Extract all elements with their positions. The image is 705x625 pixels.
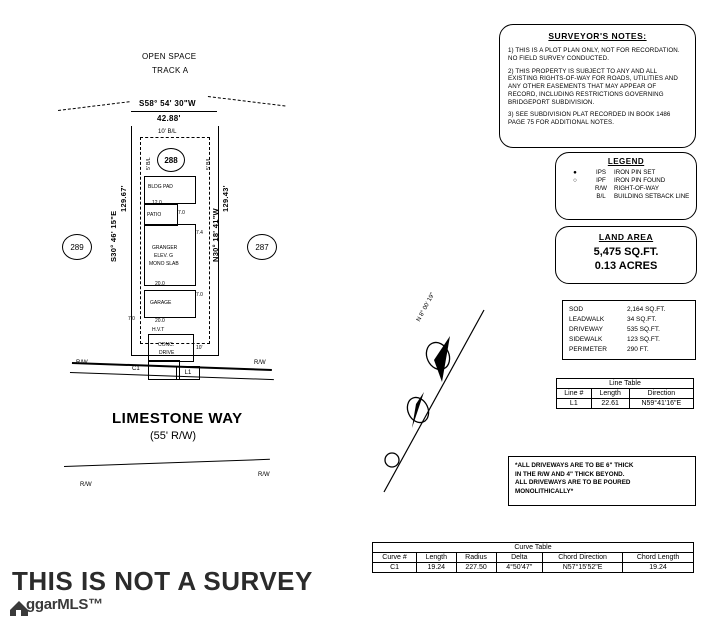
legend-row xyxy=(562,185,690,192)
surveyors-note-1: 1) THIS IS A PLOT PLAN ONLY, NOT FOR RECORDATION. NO FIELD SURVEY CONDUCTED. xyxy=(508,47,680,62)
row-label-left: R/W xyxy=(76,360,88,366)
not-a-survey-disclaimer: THIS IS NOT A SURVEY xyxy=(12,566,313,596)
legend-desc: IRON PIN FOUND xyxy=(614,177,666,184)
quantity-value: 2,164 SQ.FT. xyxy=(627,306,666,313)
legend-desc: BUILDING SETBACK LINE xyxy=(614,193,690,200)
table-row xyxy=(557,399,694,409)
boundary-dash-right xyxy=(208,96,286,106)
legend-abbr: R/W xyxy=(594,185,608,192)
land-area-title: LAND AREA xyxy=(598,232,654,242)
open-space-label-line1: OPEN SPACE xyxy=(142,52,197,61)
table-row xyxy=(373,563,694,573)
house-slab-label: MONO SLAB xyxy=(149,261,179,267)
curve-table-cell: 19.24 xyxy=(623,563,694,573)
front-setback-label: 10' B/L xyxy=(158,129,177,135)
left-setback-label: 5' B/L xyxy=(146,157,152,170)
left-distance-label: 129.67' xyxy=(119,185,128,212)
legend-desc: IRON PIN SET xyxy=(614,169,656,176)
quantity-label: PERIMETER xyxy=(569,346,607,354)
garage-side-dim: 7.0 xyxy=(196,292,203,298)
garage-width-dim: 20.0 xyxy=(155,318,165,324)
patio-depth-dim: 7.0 xyxy=(178,210,185,216)
lot-number-badge: 288 xyxy=(157,148,185,172)
right-setback-label: 5' B/L xyxy=(206,157,212,170)
curve-table-header: Curve # xyxy=(373,553,417,563)
driveway-note-line: IN THE R/W AND 4" THICK BEYOND. xyxy=(515,470,625,478)
line-table xyxy=(556,378,694,409)
boundary-dash-left xyxy=(58,101,130,111)
legend-title: LEGEND xyxy=(607,157,645,166)
street-name: LIMESTONE WAY xyxy=(112,410,243,427)
quantity-value: 34 SQ.FT. xyxy=(627,316,657,324)
quantity-value: 535 SQ.FT. xyxy=(627,326,660,334)
legend-row xyxy=(562,177,690,184)
building-pad-label: BLDG PAD xyxy=(148,184,173,190)
quantity-label: SOD xyxy=(569,306,584,313)
surveyors-note-2: 2) THIS PROPERTY IS SUBJECT TO ANY AND ALL EXISTING RIGHTS-OF-WAY FOR ROADS, UTILITIES AND ANY OTHER EASEMENTS THAT MAY APPEAR OF RECORD, INCLUDING RESTRICTIONS GOVERNING BRIDGEPORT SUBDIVISION. xyxy=(508,67,678,106)
neighbor-lot-287: 287 xyxy=(247,234,277,260)
curve-table-title: Curve Table xyxy=(373,543,694,553)
patio-label: PATIO xyxy=(147,212,162,218)
house-elevation-label: ELEV. G xyxy=(154,253,173,259)
legend-abbr: B/L xyxy=(596,193,606,200)
curve-table-cell: 4°50'47" xyxy=(496,563,542,573)
line-tag-l1: L1 xyxy=(176,366,200,380)
left-offset-dim: 7.0 xyxy=(128,316,135,322)
surveyors-note-3: 3) SEE SUBDIVISION PLAT RECORDED IN BOOK 1486 PAGE 75 FOR ADDITIONAL NOTES. xyxy=(508,111,671,126)
row-label-lower-right: R/W xyxy=(258,472,270,478)
legend-abbr: IPS xyxy=(596,169,606,176)
street-row-width: (55' R/W) xyxy=(150,430,197,442)
quantity-value: 290 FT. xyxy=(627,346,649,354)
legend-row xyxy=(562,193,690,200)
curve-table-header: Delta xyxy=(496,553,542,563)
driveway-label-1: CONC. xyxy=(158,342,175,348)
right-distance-label: 129.43' xyxy=(221,185,230,212)
curve-table-header: Chord Length xyxy=(623,553,694,563)
curve-tag-c1: C1 xyxy=(132,366,140,372)
left-bearing-label: S30° 46' 15"E xyxy=(109,210,118,262)
patio-width-dim: 12.0 xyxy=(152,200,162,206)
driveway-label-2: DRIVE xyxy=(159,350,175,356)
curve-table-cell: N57°15'52"E xyxy=(542,563,622,573)
quantity-row xyxy=(569,315,689,325)
north-arrow xyxy=(372,300,502,500)
line-table-title: Line Table xyxy=(557,379,694,389)
driveway-note-line: MONOLITHICALLY* xyxy=(515,487,574,495)
quantity-value: 123 SQ.FT. xyxy=(627,336,660,344)
curve-table xyxy=(372,542,694,573)
top-bearing-label: S58° 54' 30"W xyxy=(139,99,196,108)
land-area-acres: 0.13 ACRES xyxy=(594,260,658,272)
surveyors-notes-title: SURVEYOR'S NOTES: xyxy=(548,31,647,41)
driveway-right-dim: 10' xyxy=(196,345,203,351)
quantity-row xyxy=(569,325,689,335)
iron-pin-set-icon: ● xyxy=(573,169,577,176)
legend-abbr: IPF xyxy=(596,177,606,184)
line-table-cell: 22.61 xyxy=(591,399,629,409)
iron-pin-found-icon: ○ xyxy=(573,177,577,184)
surveyors-notes-panel xyxy=(499,24,696,148)
open-space-label-line2: TRACK A xyxy=(152,66,189,75)
line-table-header: Length xyxy=(591,389,629,399)
legend-panel xyxy=(555,152,697,220)
house-model-label: GRANGER xyxy=(152,245,178,251)
curve-table-header: Chord Direction xyxy=(542,553,622,563)
line-table-header: Direction xyxy=(629,389,693,399)
garage-label: GARAGE xyxy=(150,300,172,306)
row-label-right: R/W xyxy=(254,360,266,366)
legend-desc: RIGHT-OF-WAY xyxy=(614,185,660,192)
curve-table-cell: 19.24 xyxy=(417,563,456,573)
curve-table-cell: C1 xyxy=(373,563,417,573)
mls-watermark: ggarMLS™ xyxy=(26,596,103,613)
line-table-header: Line # xyxy=(557,389,592,399)
row-line-bottom xyxy=(64,459,270,467)
concrete-driveway xyxy=(148,334,194,362)
quantities-panel xyxy=(562,300,696,360)
right-bearing-label: N30° 18' 41"W xyxy=(211,208,220,262)
driveway-note-line: *ALL DRIVEWAYS ARE TO BE 6" THICK xyxy=(515,462,634,469)
top-property-line xyxy=(131,111,217,112)
land-area-sqft: 5,475 SQ.FT. xyxy=(593,246,659,258)
row-label-lower-left: R/W xyxy=(80,482,92,488)
driveway-note-panel xyxy=(508,456,696,506)
quantity-row xyxy=(569,305,689,315)
house-side-dim: 7.4 xyxy=(196,230,203,236)
neighbor-lot-289: 289 xyxy=(62,234,92,260)
line-table-cell: N59°41'16"E xyxy=(629,399,693,409)
house-width-dim: 20.0 xyxy=(155,281,165,287)
hvac-label: H.V.T xyxy=(152,327,165,333)
quantity-label: LEADWALK xyxy=(569,316,605,324)
quantity-row xyxy=(569,335,689,345)
quantity-label: SIDEWALK xyxy=(569,336,603,344)
land-area-panel xyxy=(555,226,697,284)
legend-row xyxy=(562,169,690,176)
line-table-cell: L1 xyxy=(557,399,592,409)
leadwalk xyxy=(148,360,180,380)
driveway-note-line: ALL DRIVEWAYS ARE TO BE POURED xyxy=(515,479,631,486)
north-bearing-label: N 8° 00' 19" xyxy=(416,292,437,323)
quantity-label: DRIVEWAY xyxy=(569,326,603,334)
curve-table-cell: 227.50 xyxy=(456,563,496,573)
curve-table-header: Radius xyxy=(456,553,496,563)
quantity-row xyxy=(569,345,689,355)
top-distance-label: 42.88' xyxy=(157,114,181,123)
curve-table-header: Length xyxy=(417,553,456,563)
